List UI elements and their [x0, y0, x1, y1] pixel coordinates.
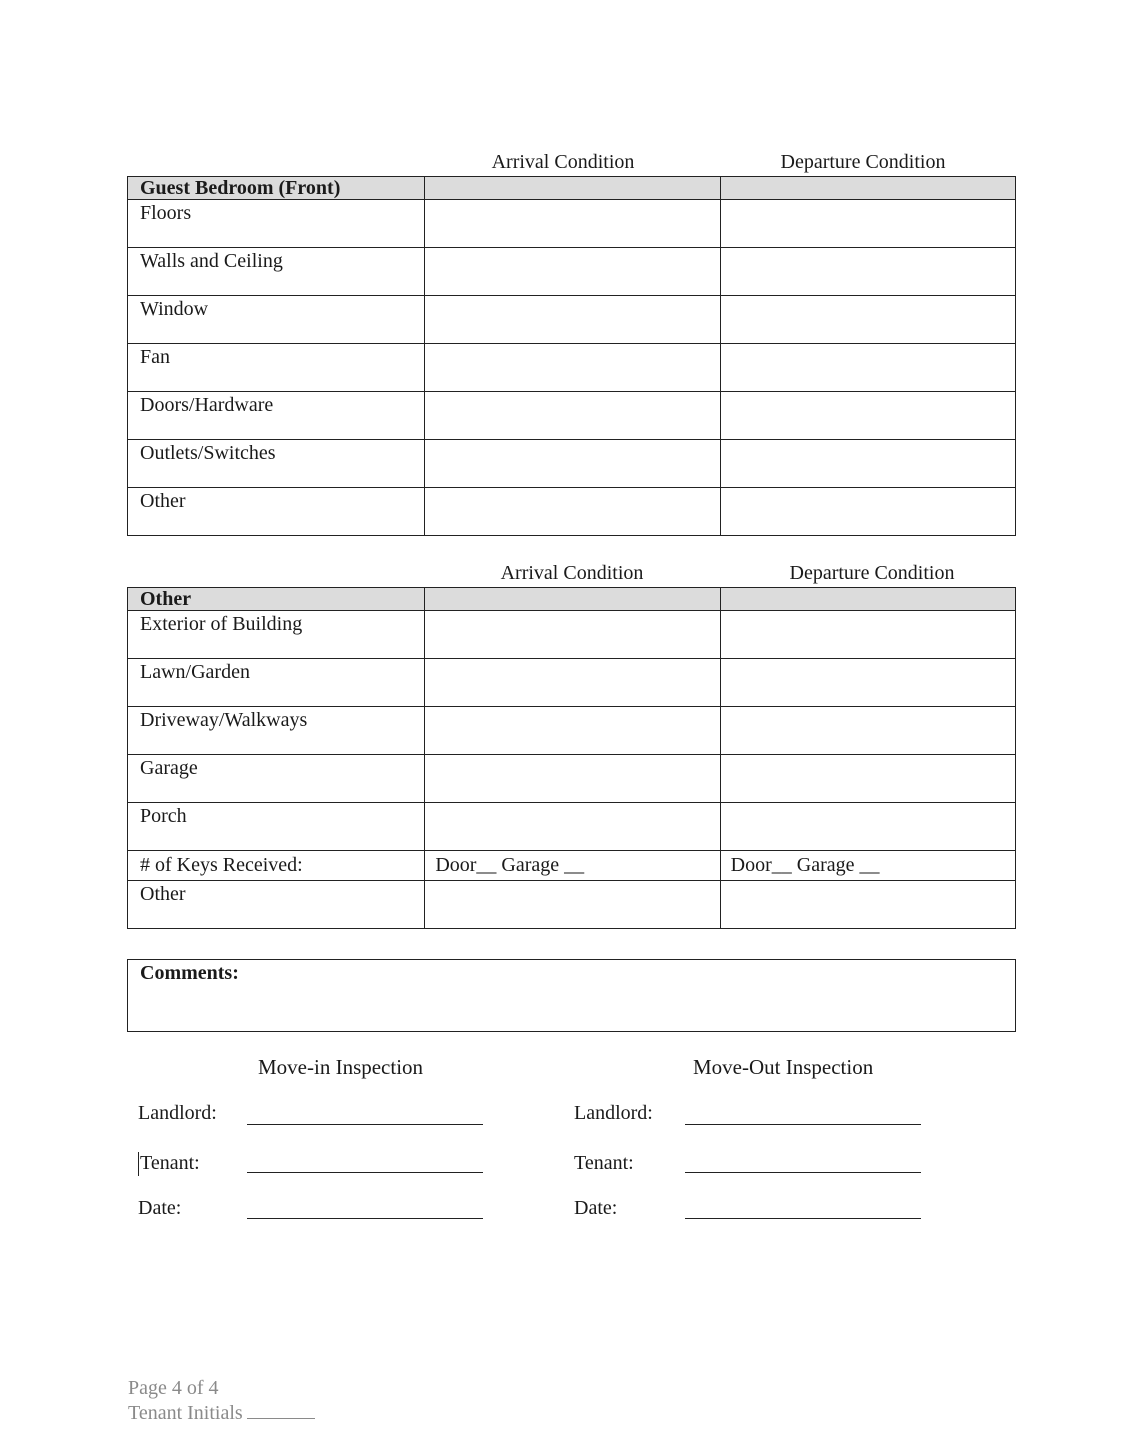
arrival-cell[interactable]	[425, 488, 720, 536]
table-header-row	[128, 588, 1016, 611]
arrival-cell[interactable]	[425, 588, 720, 611]
move-out-landlord-label: Landlord:	[574, 1102, 653, 1124]
departure-cell[interactable]	[720, 659, 1015, 707]
departure-cell[interactable]	[720, 392, 1015, 440]
comments-box[interactable]	[127, 959, 1016, 1032]
row-label: Porch	[128, 803, 425, 851]
table-row	[128, 611, 1016, 659]
row-label: Floors	[128, 200, 425, 248]
row-label: Doors/Hardware	[128, 392, 425, 440]
move-out-tenant-label: Tenant:	[574, 1152, 634, 1174]
section-title: Other	[128, 588, 425, 611]
table-row	[128, 803, 1016, 851]
move-out-date-line[interactable]	[685, 1218, 921, 1219]
row-label: Walls and Ceiling	[128, 248, 425, 296]
row-label: Window	[128, 296, 425, 344]
move-out-title: Move-Out Inspection	[693, 1055, 874, 1079]
arrival-cell[interactable]	[425, 707, 720, 755]
move-in-date-label: Date:	[138, 1197, 182, 1219]
arrival-cell[interactable]	[425, 344, 720, 392]
text-cursor	[138, 1152, 139, 1176]
move-out-date-label: Date:	[574, 1197, 618, 1219]
table-row	[128, 488, 1016, 536]
move-out-landlord-line[interactable]	[685, 1124, 921, 1125]
departure-cell[interactable]	[720, 440, 1015, 488]
table-row	[128, 200, 1016, 248]
arrival-cell[interactable]	[425, 659, 720, 707]
departure-cell[interactable]	[720, 707, 1015, 755]
row-label: Lawn/Garden	[128, 659, 425, 707]
row-label: Fan	[128, 344, 425, 392]
arrival-cell[interactable]	[425, 881, 720, 929]
move-in-landlord-label: Landlord:	[138, 1102, 217, 1124]
arrival-cell[interactable]	[425, 200, 720, 248]
table-row	[128, 392, 1016, 440]
row-label: Garage	[128, 755, 425, 803]
keys-label: # of Keys Received:	[128, 851, 425, 881]
departure-cell[interactable]	[720, 296, 1015, 344]
keys-row	[128, 851, 1016, 881]
move-in-date-line[interactable]	[247, 1218, 483, 1219]
arrival-cell[interactable]	[425, 248, 720, 296]
row-label: Outlets/Switches	[128, 440, 425, 488]
table2-departure-header: Departure Condition	[789, 562, 955, 584]
table-row	[128, 440, 1016, 488]
arrival-cell[interactable]	[425, 803, 720, 851]
section-title: Guest Bedroom (Front)	[128, 177, 425, 200]
departure-cell[interactable]	[720, 488, 1015, 536]
departure-cell[interactable]	[720, 803, 1015, 851]
departure-cell[interactable]	[720, 248, 1015, 296]
arrival-cell[interactable]	[425, 611, 720, 659]
row-label: Exterior of Building	[128, 611, 425, 659]
comments-label: Comments:	[140, 962, 239, 984]
departure-cell[interactable]	[720, 881, 1015, 929]
departure-cell[interactable]	[720, 755, 1015, 803]
table-row	[128, 248, 1016, 296]
keys-departure[interactable]: Door__ Garage __	[720, 851, 1015, 881]
page-number: Page 4 of 4	[128, 1377, 219, 1399]
table-row	[128, 344, 1016, 392]
tenant-initials	[128, 1402, 315, 1425]
table-row	[128, 707, 1016, 755]
move-in-tenant-line[interactable]	[247, 1172, 483, 1173]
tenant-initials-label: Tenant Initials	[128, 1402, 243, 1424]
arrival-cell[interactable]	[425, 440, 720, 488]
other-table	[127, 587, 1016, 929]
move-out-tenant-line[interactable]	[685, 1172, 921, 1173]
table-row	[128, 659, 1016, 707]
table1-arrival-header: Arrival Condition	[491, 151, 635, 173]
table-row	[128, 881, 1016, 929]
table-row	[128, 296, 1016, 344]
keys-arrival[interactable]: Door__ Garage __	[425, 851, 720, 881]
guest-bedroom-table	[127, 176, 1016, 536]
row-label: Other	[128, 488, 425, 536]
move-in-title: Move-in Inspection	[258, 1055, 424, 1079]
move-in-landlord-line[interactable]	[247, 1124, 483, 1125]
table1-departure-header: Departure Condition	[780, 151, 946, 173]
table2-arrival-header: Arrival Condition	[500, 562, 644, 584]
tenant-initials-line[interactable]	[247, 1418, 315, 1419]
arrival-cell[interactable]	[425, 755, 720, 803]
departure-cell[interactable]	[720, 588, 1015, 611]
move-in-tenant-label: Tenant:	[140, 1152, 200, 1174]
arrival-cell[interactable]	[425, 296, 720, 344]
arrival-cell[interactable]	[425, 392, 720, 440]
table-row	[128, 755, 1016, 803]
row-label: Other	[128, 881, 425, 929]
departure-cell[interactable]	[720, 344, 1015, 392]
departure-cell[interactable]	[720, 200, 1015, 248]
row-label: Driveway/Walkways	[128, 707, 425, 755]
departure-cell[interactable]	[720, 611, 1015, 659]
arrival-cell[interactable]	[425, 177, 720, 200]
departure-cell[interactable]	[720, 177, 1015, 200]
table-header-row	[128, 177, 1016, 200]
